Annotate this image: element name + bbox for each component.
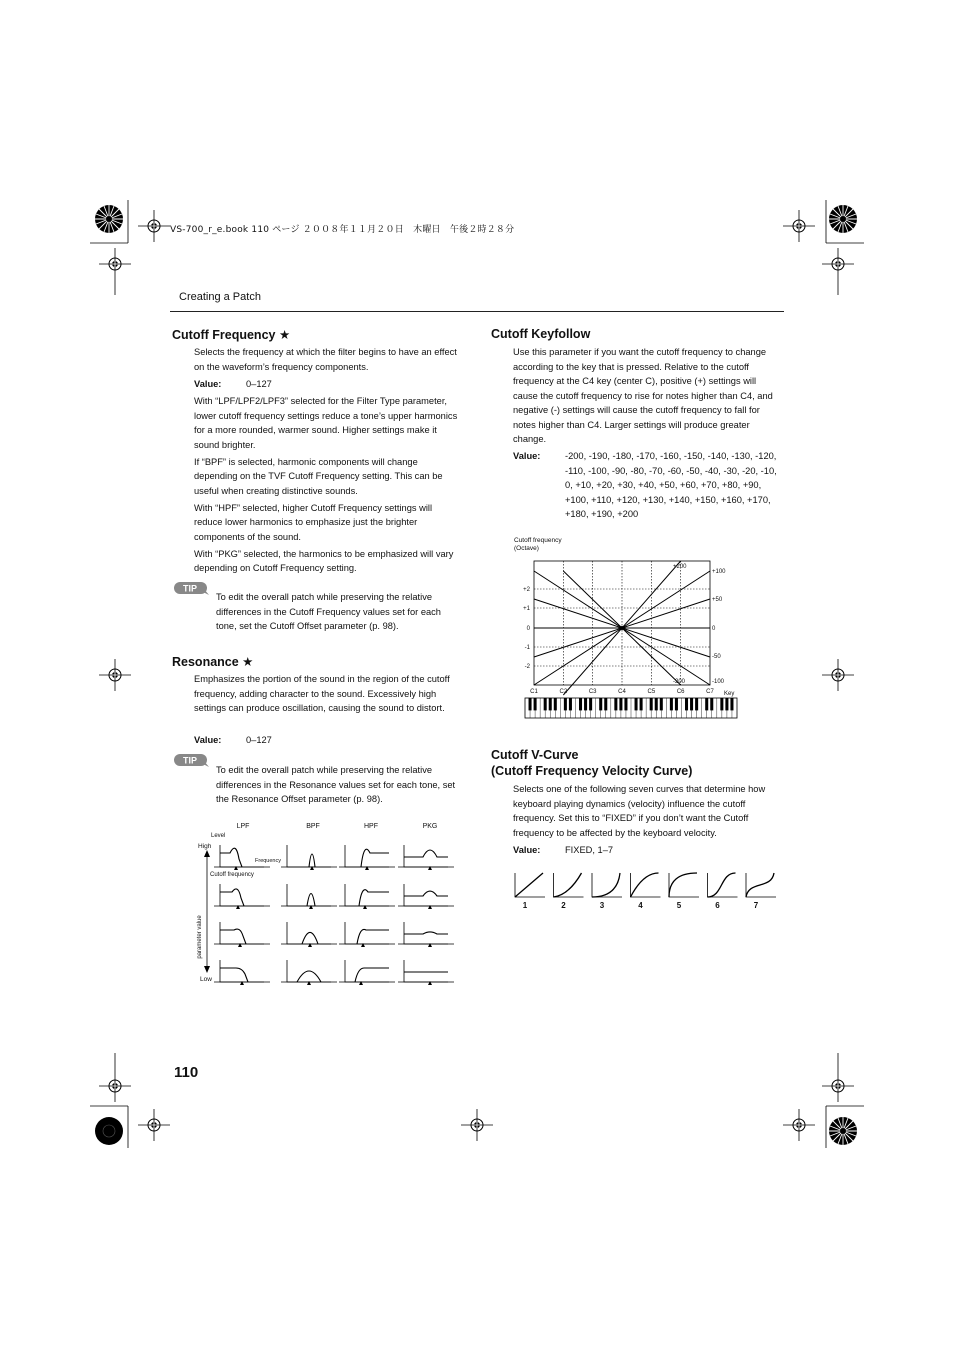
curve-label: 3 [599, 901, 605, 910]
velocity-curve-icon [515, 873, 545, 897]
y-tick-label: 0 [526, 626, 530, 632]
column-label-pkg: PKG [422, 823, 438, 830]
cutoff-keyfollow-value [513, 449, 783, 522]
cutoff-vcurve-value [513, 843, 778, 858]
value-label: Value: [513, 845, 541, 855]
filter-response-panel [339, 960, 395, 985]
x-tick-label: C6 [676, 689, 685, 695]
curve-label: 2 [561, 901, 566, 910]
column-label-bpf: BPF [306, 823, 320, 830]
velocity-curve-icon [669, 873, 699, 897]
filter-response-panel [214, 960, 270, 985]
curve-label: 5 [676, 901, 682, 910]
x-tick-label: C5 [647, 689, 656, 695]
cutoff-keyfollow-desc: Use this parameter if you want the cutoff frequency to change according to the key that is pressed. Relative to the cutoff frequency at the C4 key (center C), positive (+) settings will cause the cutoff frequency to rise for notes higher than C4, and negative (-) settings will cause the cutoff frequency to fall for notes higher than C4. Larger settings will produce greater change. [513, 347, 773, 444]
line-value-label: +50 [712, 597, 723, 603]
filter-response-diagram [190, 815, 465, 990]
resonance-desc: Emphasizes the portion of the sound in the region of the cutoff frequency, adding character to the sound. Excessively high settings can produce oscillation, causing the sound to distort. [194, 674, 450, 713]
page-number: 110 [174, 1064, 199, 1081]
frequency-label: Frequency [255, 858, 281, 864]
x-tick-label: C4 [618, 689, 626, 695]
line-value-label: +100 [712, 569, 726, 575]
velocity-curve-icon [746, 873, 776, 897]
curve-label: 1 [522, 901, 528, 910]
paragraph: With “PKG” selected, the harmonics to be emphasized will vary depending on Cutoff Frequency setting. [194, 548, 454, 573]
resonance-heading: Resonance ★ [172, 655, 254, 669]
x-tick-label: C7 [706, 689, 714, 695]
cutoff-frequency-value [194, 377, 459, 392]
filter-response-panel [339, 884, 395, 909]
chart-ylabel-1: Cutoff frequency [514, 537, 562, 544]
x-tick-label: C3 [588, 689, 597, 695]
print-info-line: VS-700_r_e.book 110 ページ ２００８年１１月２０日 木曜日 午後２時２８分 [170, 225, 515, 235]
velocity-curves-diagram [510, 868, 780, 913]
velocity-curve-icon [631, 873, 661, 897]
cutoff-vcurve-heading: Cutoff V-Curve [491, 748, 579, 762]
curve-label: 7 [753, 901, 759, 910]
column-label-hpf: HPF [364, 823, 378, 830]
x-tick-label: C1 [530, 689, 538, 695]
filter-response-panel [398, 884, 454, 909]
filter-response-panel [281, 884, 337, 909]
x-axis-label: Key [724, 691, 735, 697]
paragraph: If “BPF” is selected, harmonic components will change depending on the TVF Cutoff Frequency setting. This can be useful when creating distinctive sounds. [194, 456, 443, 496]
y-tick-label: -1 [524, 645, 530, 651]
value-label: Value: [513, 451, 541, 461]
param-axis-label: parameter value [197, 915, 203, 959]
breadcrumb: Creating a Patch [179, 291, 261, 303]
curve-label: 6 [715, 901, 720, 910]
filter-response-panel [281, 922, 337, 947]
filter-response-panel [281, 960, 337, 985]
value-text: 0–127 [246, 735, 272, 745]
line-value-label: +200 [673, 564, 687, 570]
level-label: Level [211, 833, 226, 839]
curve-label: 4 [638, 901, 643, 910]
line-value-label: -100 [712, 679, 725, 685]
y-tick-label: +2 [523, 587, 530, 593]
y-tick-label: -2 [524, 664, 530, 670]
value-label: Value: [194, 735, 222, 745]
tip-badge-label: TIP [182, 755, 198, 766]
cutoff-frequency-details [194, 394, 459, 578]
cutoff-frequency-desc-text: Selects the frequency at which the filter begins to have an effect on the waveform’s frequency components. [194, 347, 457, 372]
cutoff-frequency-desc [194, 345, 459, 377]
cutoff-keyfollow-heading: Cutoff Keyfollow [491, 327, 591, 341]
filter-response-panel [214, 884, 270, 909]
filter-response-panel [281, 845, 337, 870]
velocity-curve-icon [554, 873, 584, 897]
paragraph: With “HPF” selected, higher Cutoff Frequency settings will reduce lower harmonics to emphasize just the brighter components of the sound. [194, 502, 433, 542]
tip-badge-icon [173, 581, 209, 595]
velocity-curve-icon [592, 873, 622, 897]
resonance-tip: To edit the overall patch while preserving the relative differences in the Resonance values set for each tone, set the Resonance Offset parameter (p. 98). [216, 765, 456, 804]
value-text: FIXED, 1–7 [565, 845, 614, 855]
y-tick-label: +1 [523, 606, 530, 612]
filter-response-panel [214, 922, 270, 947]
cutoff-frequency-label: Cutoff frequency [210, 872, 254, 878]
cutoff-frequency-tip: To edit the overall patch while preserving the relative differences in the Cutoff Frequency values set for each tone, set the Cutoff Offset parameter (p. 98). [216, 592, 441, 631]
filter-response-panel [398, 960, 454, 985]
low-label: Low [200, 976, 212, 983]
filter-response-panel [398, 845, 454, 870]
value-label: Value: [194, 379, 222, 389]
tip-badge-label: TIP [182, 583, 198, 594]
filter-response-panel [339, 922, 395, 947]
x-tick-label: C2 [559, 689, 568, 695]
line-value-label: -50 [712, 654, 721, 660]
value-text: -200, -190, -180, -170, -160, -150, -140, -130, -120, -110, -100, -90, -80, -70, -60, -50, -40, -30, -20, -10, 0, +10, +20, +30, +40, +50, +60, +70, +80, +90, +100, +110, +120, +130, +140, +150, +160, +170, +180, +190, +200 [565, 451, 777, 519]
chart-ylabel-2: (Octave) [514, 545, 539, 552]
header-rule [170, 311, 784, 312]
velocity-curve-icon [708, 873, 738, 897]
resonance-value [194, 733, 459, 748]
line-value-label: 0 [712, 626, 716, 632]
filter-response-panel [339, 845, 395, 870]
cutoff-vcurve-desc: Selects one of the following seven curves that determine how keyboard playing dynamics (velocity) influence the cutoff frequency. Set this to “FIXED” if you don’t want the Cutoff frequency to be affected by the keyboard velocity. [513, 784, 766, 838]
tip-badge-icon [173, 753, 209, 767]
value-text: 0–127 [246, 379, 272, 389]
line-value-label: -200 [673, 679, 686, 685]
cutoff-frequency-heading: Cutoff Frequency ★ [172, 328, 291, 342]
cutoff-vcurve-subheading: (Cutoff Frequency Velocity Curve) [491, 764, 693, 778]
filter-response-panel [398, 922, 454, 947]
high-label: High [198, 843, 212, 850]
keyfollow-chart [510, 533, 745, 723]
paragraph: With “LPF/LPF2/LPF3” selected for the Filter Type parameter, lower cutoff frequency settings reduce a tone’s upper harmonics for a more rounded, warmer sound. Higher settings make it sound brighter. [194, 396, 458, 450]
column-label-lpf: LPF [236, 823, 250, 830]
